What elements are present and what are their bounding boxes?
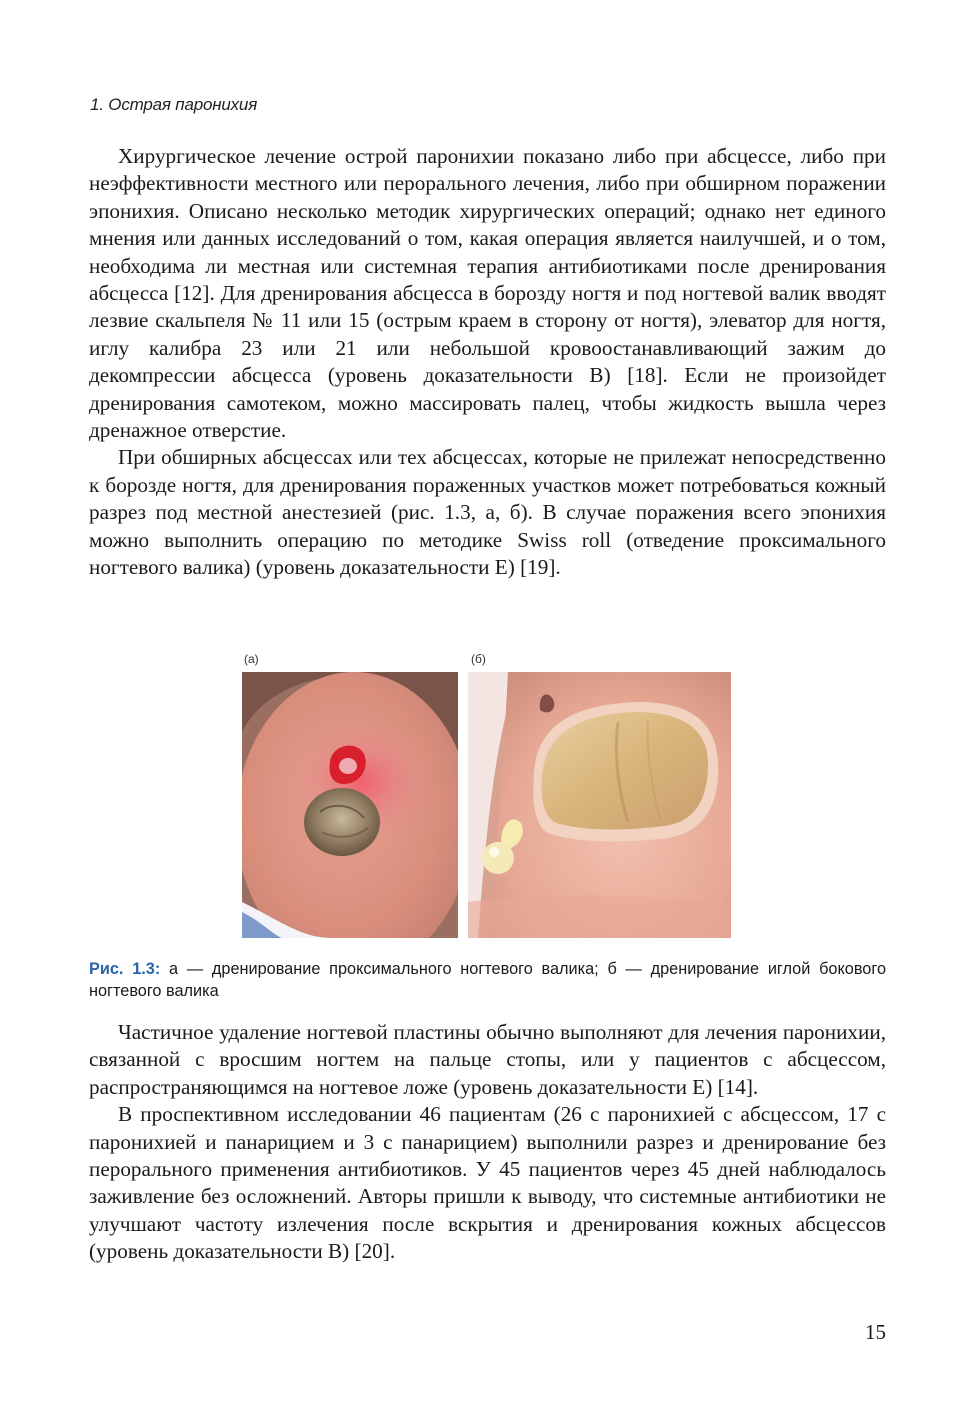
photo-proximal-nail-fold-drainage <box>242 672 458 938</box>
running-head: 1. Острая паронихия <box>90 95 258 114</box>
caption-label: Рис. 1.3: <box>89 960 161 978</box>
caption-text: а — дренирование проксимального ногтевого валика; б — дренирование иглой бокового ногтевого валика <box>89 960 886 1000</box>
figure-caption <box>89 958 886 1002</box>
paragraph: При обширных абсцессах или тех абсцессах, которые не прилежат непосредственно к борозде ногтя, для дренирования пораженных участков может потребоваться кожный разрез под местной анестезией (рис. 1.3, а, б). В случае поражения всего эпонихия можно выполнить операцию по методике Swiss roll (отведение проксимального ногтевого валика) (уровень доказательности E) [19]. <box>89 445 886 580</box>
panel-b-label: (б) <box>471 652 486 666</box>
panel-a-label: (а) <box>244 652 259 666</box>
paragraph: В проспективном исследовании 46 пациентам (26 с паронихией с абсцессом, 17 с паронихией и панарицием и 3 с панарицием) выполнили разрез и дренирование без перорального применения антибиотиков. У 45 пациентов через 45 дней наблюдалось заживление без осложнений. Авторы пришли к выводу, что системные антибиотики не улучшают частоту излечения после вскрытия и дренирования кожных абсцессов (уровень доказательности B) [20]. <box>89 1102 886 1264</box>
paragraph: Частичное удаление ногтевой пластины обычно выполняют для лечения паронихии, связанной с вросшим ногтем на пальце стопы, или у пациентов с абсцессом, распространяющимся на ногтевое ложе (уровень доказательности E) [14]. <box>89 1020 886 1099</box>
figure-1-3 <box>242 652 731 940</box>
body-text-bottom <box>89 1019 886 1266</box>
paragraph: Хирургическое лечение острой паронихии показано либо при абсцессе, либо при неэффективности местного или перорального лечения, либо при обширном поражении эпонихия. Описано несколько методик хирургических операций; однако нет единого мнения или данных исследований о том, какая операция является наилучшей, и о том, необходима ли местная или системная терапия антибиотиками после дренирования абсцесса [12]. Для дренирования абсцесса в борозду ногтя и под ногтевой валик вводят лезвие скальпеля № 11 или 15 (острым краем в сторону от ногтя), элеватор для ногтя, иглу калибра 23 или 21 или небольшой кровоостанавливающий зажим до декомпрессии абсцесса (уровень доказательности B) [18]. Если не произойдет дренирования самотеком, можно массировать палец, чтобы жидкость вышла через дренажное отверстие. <box>89 144 886 443</box>
body-text-top <box>89 143 886 582</box>
page-number: 15 <box>865 1320 886 1344</box>
photo-lateral-nail-fold-needle-drainage <box>468 672 731 938</box>
